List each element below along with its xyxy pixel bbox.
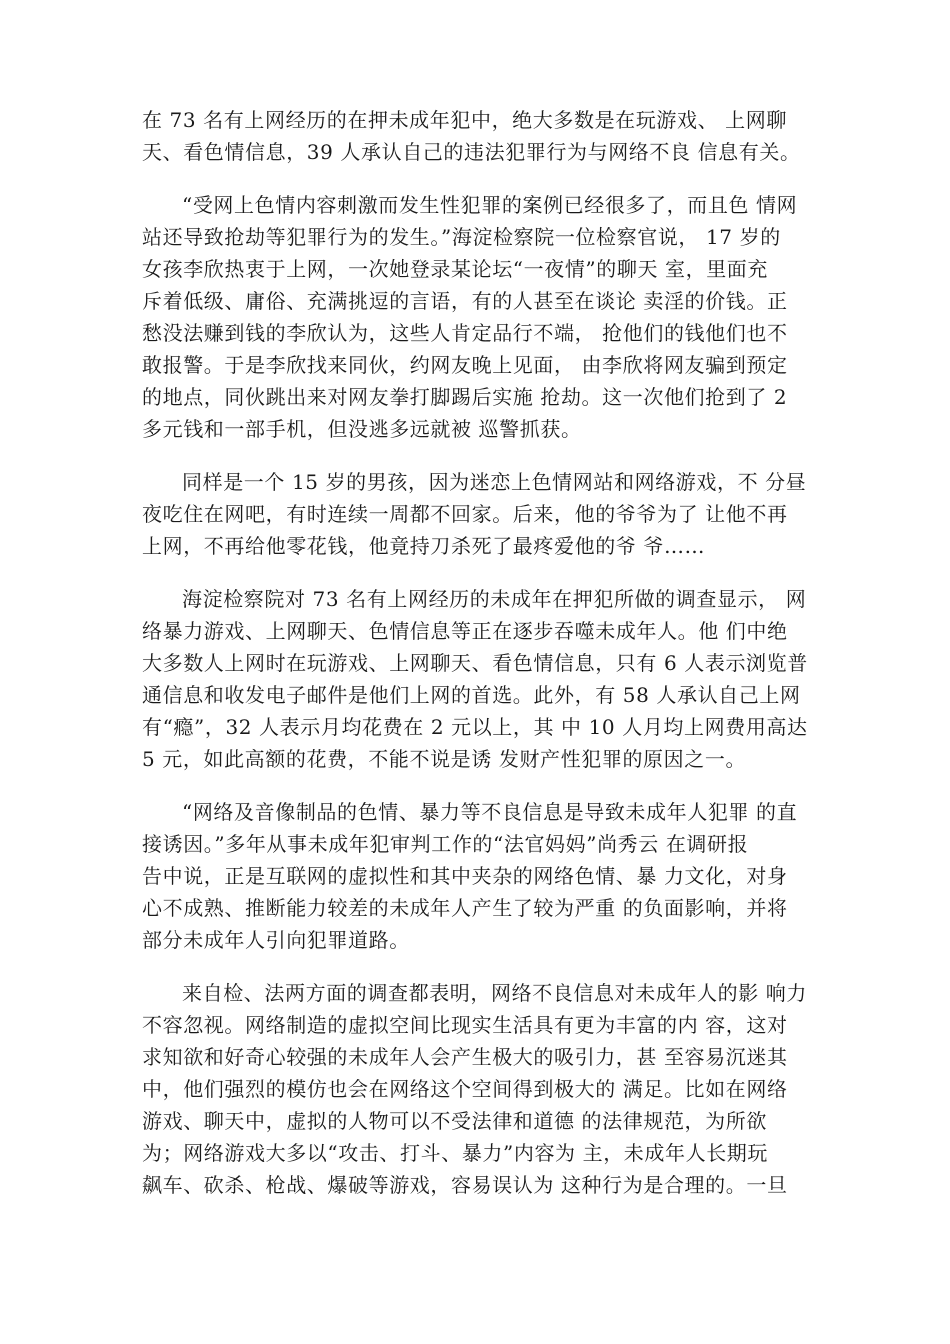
text-line: 海淀检察院对 73 名有上网经历的未成年在押犯所做的调查显示， 网 — [182, 587, 807, 611]
text-line: 天、看色情信息，39 人承认自己的违法犯罪行为与网络不良 信息有关。 — [142, 140, 801, 164]
text-line: 5 元，如此高额的花费，不能不说是诱 发财产性犯罪的原因之一。 — [142, 747, 747, 771]
paragraph-4 — [142, 583, 832, 775]
text-line: 不容忽视。网络制造的虚拟空间比现实生活具有更为丰富的内 容，这对 — [142, 1013, 788, 1037]
text-line: 上网，不再给他零花钱，他竟持刀杀死了最疼爱他的爷 爷…… — [142, 534, 706, 558]
text-line: 告中说，正是互联网的虚拟性和其中夹杂的网络色情、暴 力文化，对身 — [142, 864, 788, 888]
paragraph-5 — [142, 796, 832, 956]
text-line: 通信息和收发电子邮件是他们上网的首选。此外，有 58 人承认自己上网 — [142, 683, 801, 707]
text-line: “受网上色情内容刺激而发生性犯罪的案例已经很多了，而且色 情网 — [182, 193, 798, 217]
text-line: 夜吃住在网吧，有时连续一周都不回家。后来，他的爷爷为了 让他不再 — [142, 502, 788, 526]
text-line: 为；网络游戏大多以“攻击、打斗、暴力”内容为 主，未成年人长期玩 — [142, 1141, 769, 1165]
paragraph-1 — [142, 104, 832, 168]
text-line: 接诱因。”多年从事未成年犯审判工作的“法官妈妈”尚秀云 在调研报 — [142, 832, 749, 856]
text-line: 敢报警。于是李欣找来同伙，约网友晚上见面， 由李欣将网友骗到预定 — [142, 353, 788, 377]
text-line: 女孩李欣热衷于上网，一次她登录某论坛“一夜情”的聊天 室，里面充 — [142, 257, 769, 281]
paragraph-3 — [142, 466, 832, 562]
text-line: 求知欲和好奇心较强的未成年人会产生极大的吸引力，甚 至容易沉迷其 — [142, 1045, 788, 1069]
text-line: 大多数人上网时在玩游戏、上网聊天、看色情信息，只有 6 人表示浏览普 — [142, 651, 808, 675]
document-body — [142, 104, 832, 1201]
text-line: 心不成熟、推断能力较差的未成年人产生了较为严重 的负面影响，并将 — [142, 896, 788, 920]
text-line: 斥着低级、庸俗、充满挑逗的言语，有的人甚至在谈论 卖淫的价钱。正 — [142, 289, 788, 313]
text-line: 在 73 名有上网经历的在押未成年犯中，绝大多数是在玩游戏、 上网聊 — [142, 108, 787, 132]
text-line: 多元钱和一部手机，但没逃多远就被 巡警抓获。 — [142, 417, 582, 441]
paragraph-6 — [142, 977, 832, 1201]
paragraph-2 — [142, 189, 832, 445]
text-line: 飙车、砍杀、枪战、爆破等游戏，容易误认为 这种行为是合理的。一旦 — [142, 1173, 788, 1197]
text-line: 游戏、聊天中，虚拟的人物可以不受法律和道德 的法律规范，为所欲 — [142, 1109, 767, 1133]
text-line: 站还导致抢劫等犯罪行为的发生。”海淀检察院一位检察官说， 17 岁的 — [142, 225, 781, 249]
text-line: 来自检、法两方面的调查都表明，网络不良信息对未成年人的影 响力 — [182, 981, 807, 1005]
text-line: 络暴力游戏、上网聊天、色情信息等正在逐步吞噬未成年人。他 们中绝 — [142, 619, 788, 643]
text-line: “网络及音像制品的色情、暴力等不良信息是导致未成年人犯罪 的直 — [182, 800, 798, 824]
text-line: 同样是一个 15 岁的男孩，因为迷恋上色情网站和网络游戏，不 分昼 — [182, 470, 807, 494]
text-line: 有“瘾”，32 人表示月均花费在 2 元以上，其 中 10 人月均上网费用高达 — [142, 715, 808, 739]
text-line: 中，他们强烈的模仿也会在网络这个空间得到极大的 满足。比如在网络 — [142, 1077, 788, 1101]
text-line: 部分未成年人引向犯罪道路。 — [142, 928, 410, 952]
text-line: 愁没法赚到钱的李欣认为，这些人肯定品行不端， 抢他们的钱他们也不 — [142, 321, 788, 345]
text-line: 的地点，同伙跳出来对网友拳打脚踢后实施 抢劫。这一次他们抢到了 2 — [142, 385, 788, 409]
